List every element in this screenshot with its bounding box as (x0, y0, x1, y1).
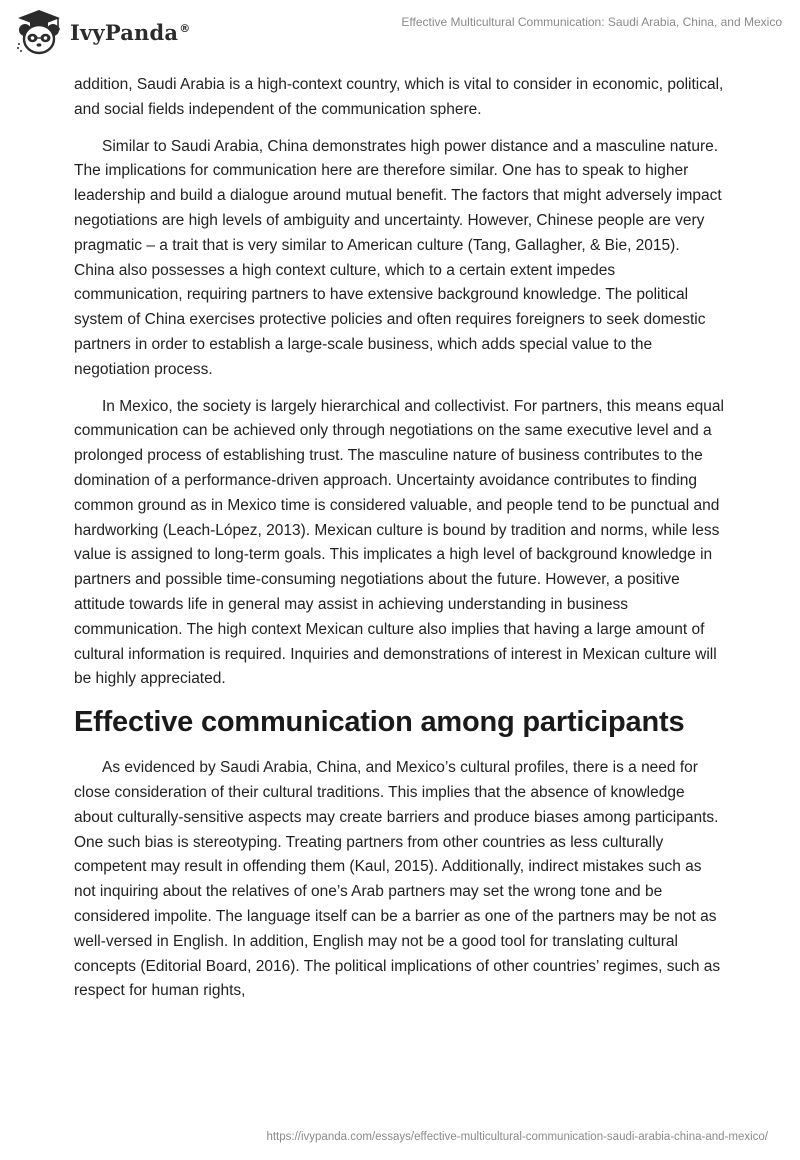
source-url[interactable]: https://ivypanda.com/essays/effective-multicultural-communication-saudi-arabia-china-and-mexico/ (266, 1131, 768, 1143)
logo[interactable] (14, 8, 190, 56)
essay-body (74, 73, 724, 1016)
document-title: Effective Multicultural Communication: Saudi Arabia, China, and Mexico (401, 15, 782, 29)
page-header (0, 0, 800, 60)
paragraph-mexico: In Mexico, the society is largely hierarchical and collectivist. For partners, this means equal communication can be achieved only through negotiations on the same executive level and a prolonged process of establishing trust. The masculine nature of business contributes to the domination of a performance-driven approach. Uncertainty avoidance contributes to finding common ground as in Mexico time is considered valuable, and people tend to be punctual and hardworking (Leach-López, 2013). Mexican culture is bound by tradition and norms, while less value is assigned to long-term goals. This implicates a high level of background knowledge in partners and possible time-consuming negotiations about the future. However, a positive attitude towards life in general may assist in achieving understanding in business communication. The high context Mexican culture also implies that having a large amount of cultural information is required. Inquiries and demonstrations of interest in Mexican culture will be highly appreciated. (74, 397, 724, 688)
section-heading: Effective communication among participants (74, 706, 685, 739)
registered-mark: ® (179, 21, 191, 35)
panda-graduate-icon (14, 8, 64, 56)
paragraph-saudi-arabia-end: addition, Saudi Arabia is a high-context country, which is vital to consider in economic, political, and social fields independent of the communication sphere. (74, 76, 724, 118)
paragraph-china: Similar to Saudi Arabia, China demonstrates high power distance and a masculine nature. The implications for communication here are therefore similar. One has to speak to higher leadership and build a dialogue around mutual benefit. The factors that might adversely impact negotiations are high levels of ambiguity and uncertainty. However, Chinese people are very pragmatic – a trait that is very similar to American culture (Tang, Gallagher, & Bie, 2015). China also possesses a high context culture, which to a certain extent impedes communication, requiring partners to have extensive background knowledge. The political system of China exercises protective policies and often requires foreigners to seek domestic partners in order to establish a large-scale business, which adds special value to the negotiation process. (74, 137, 722, 378)
paragraph-effective-communication: As evidenced by Saudi Arabia, China, and Mexico’s cultural profiles, there is a need for close consideration of their cultural traditions. This implies that the absence of knowledge about culturally-sensitive aspects may create barriers and produce biases among participants. One such bias is stereotyping. Treating partners from other countries as less culturally competent may result in offending them (Kaul, 2015). Additionally, indirect mistakes such as not inquiring about the relatives of one’s Arab partners may set the wrong tone and be considered impolite. The language itself can be a barrier as one of the partners may be not as well-versed in English. In addition, English may not be a good tool for translating cultural concepts (Editorial Board, 2016). The political implications of other countries’ regimes, such as respect for human rights, (74, 759, 721, 1000)
logo-text: IvyPanda® (70, 19, 191, 45)
